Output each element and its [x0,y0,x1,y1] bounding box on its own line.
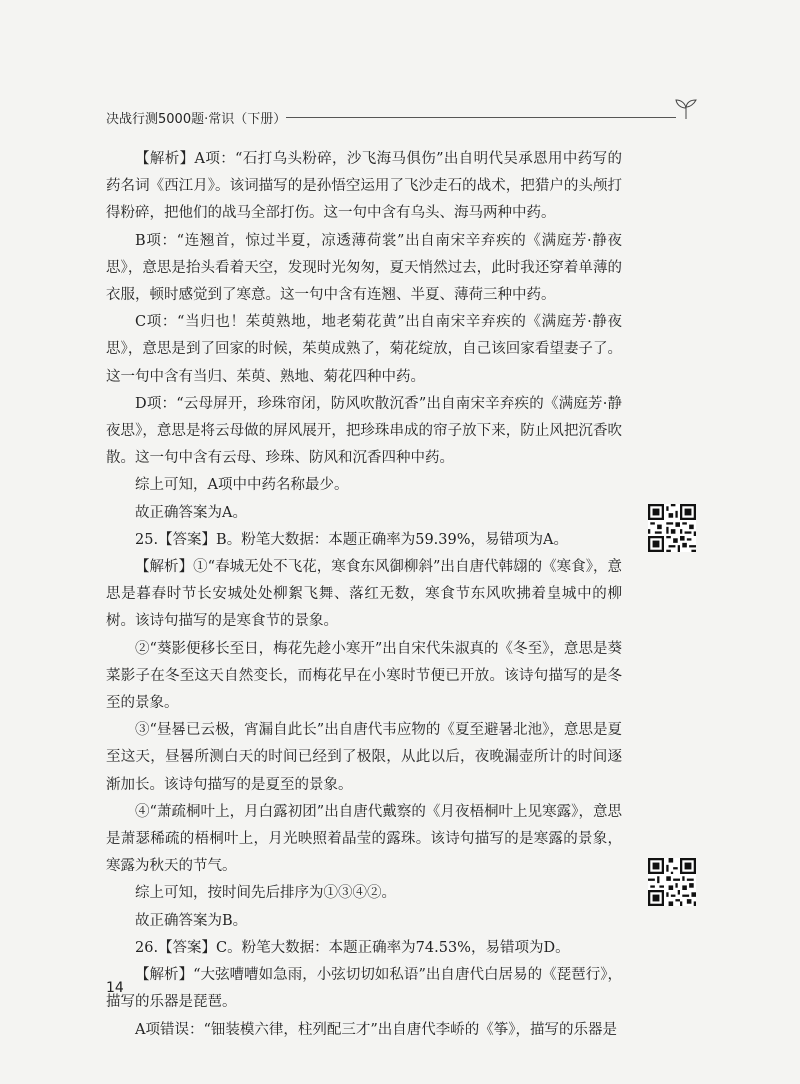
page-number: 14 [106,980,124,996]
option-b-paragraph: B项：“连翘首，惊过半夏，凉透薄荷裳”出自南宋辛弃疾的《满庭芳·静夜思》，意思是抬头看着天空，发现时光匆匆，夏天悄然过去，此时我还穿着单薄的衣服，顿时感觉到了寒意。这一句中含有连翘、半夏、薄荷三种中药。 [106,232,622,304]
header-rule [286,117,676,118]
answer-paragraph: 故正确答案为A。 [135,504,247,521]
page-body [106,146,622,1044]
question-26-option-a: A项错误：“钿装模六律，柱列配三才”出自唐代李峤的《筝》，描写的乐器是 [135,1021,618,1038]
question-26-analysis: 【解析】“大弦嘈嘈如急雨，小弦切切如私语”出自唐代白居易的《琵琶行》，描写的乐器是琵琶。 [106,967,622,1011]
qr-code-icon[interactable] [648,504,696,552]
summary-paragraph: 综上可知，A项中中药名称最少。 [135,477,349,494]
question-25-analysis-2: ②“葵影便移长至日，梅花先趁小寒开”出自宋代朱淑真的《冬至》，意思是葵菜影子在冬至这天自然变长，而梅花早在小寒时节便已开放。该诗句描写的是冬至的景象。 [106,640,622,712]
question-25-final: 故正确答案为B。 [135,912,248,929]
running-header [106,104,698,128]
question-25-summary: 综上可知，按时间先后排序为①③④②。 [135,885,396,902]
option-c-paragraph: C项：“当归也！茱萸熟地，地老菊花黄”出自南宋辛弃疾的《满庭芳·静夜思》，意思是到了回家的时候，茱萸成熟了，菊花绽放，自己该回家看望妻子了。这一句中含有当归、茱萸、熟地、菊花四种中药。 [106,314,622,385]
book-title: 决战行测5000题·常识（下册） [106,112,287,127]
question-26-answer: 26.【答案】C。粉笔大数据：本题正确率为74.53%，易错项为D。 [135,939,570,956]
qr-code-icon[interactable] [648,858,696,906]
question-25-analysis-3: ③“昼晷已云极，宵漏自此长”出自唐代韦应物的《夏至避暑北池》，意思是夏至这天，昼晷所测白天的时间已经到了极限，从此以后，夜晚漏壶所计的时间逐渐加长。该诗句描写的是夏至的景象。 [106,722,622,793]
question-25-analysis-4: ④“萧疏桐叶上，月白露初团”出自唐代戴察的《月夜梧桐叶上见寒露》，意思是萧瑟稀疏的梧桐叶上，月光映照着晶莹的露珠。该诗句描写的是寒露的景象，寒露为秋天的节气。 [106,803,622,875]
sprout-icon [674,98,698,120]
question-25-analysis-1: 【解析】①“春城无处不飞花，寒食东风御柳斜”出自唐代韩翃的《寒食》，意思是暮春时节长安城处处柳絮飞舞、落红无数，寒食节东风吹拂着皇城中的柳树。该诗句描写的是寒食节的景象。 [106,559,622,630]
question-25-answer: 25.【答案】B。粉笔大数据：本题正确率为59.39%，易错项为A。 [135,531,568,548]
analysis-paragraph: 【解析】A项：“石打乌头粉碎，沙飞海马俱伤”出自明代吴承恩用中药写的药名词《西江月》。该词描写的是孙悟空运用了飞沙走石的战术，把猎户的头颅打得粉碎，把他们的战马全部打伤。这一句中含有乌头、海马两种中药。 [106,151,622,222]
option-d-paragraph: D项：“云母屏开，珍珠帘闭，防风吹散沉香”出自南宋辛弃疾的《满庭芳·静夜思》，意思是将云母做的屏风展开，把珍珠串成的帘子放下来，防止风把沉香吹散。这一句中含有云母、珍珠、防风和沉香四种中药。 [106,395,622,467]
